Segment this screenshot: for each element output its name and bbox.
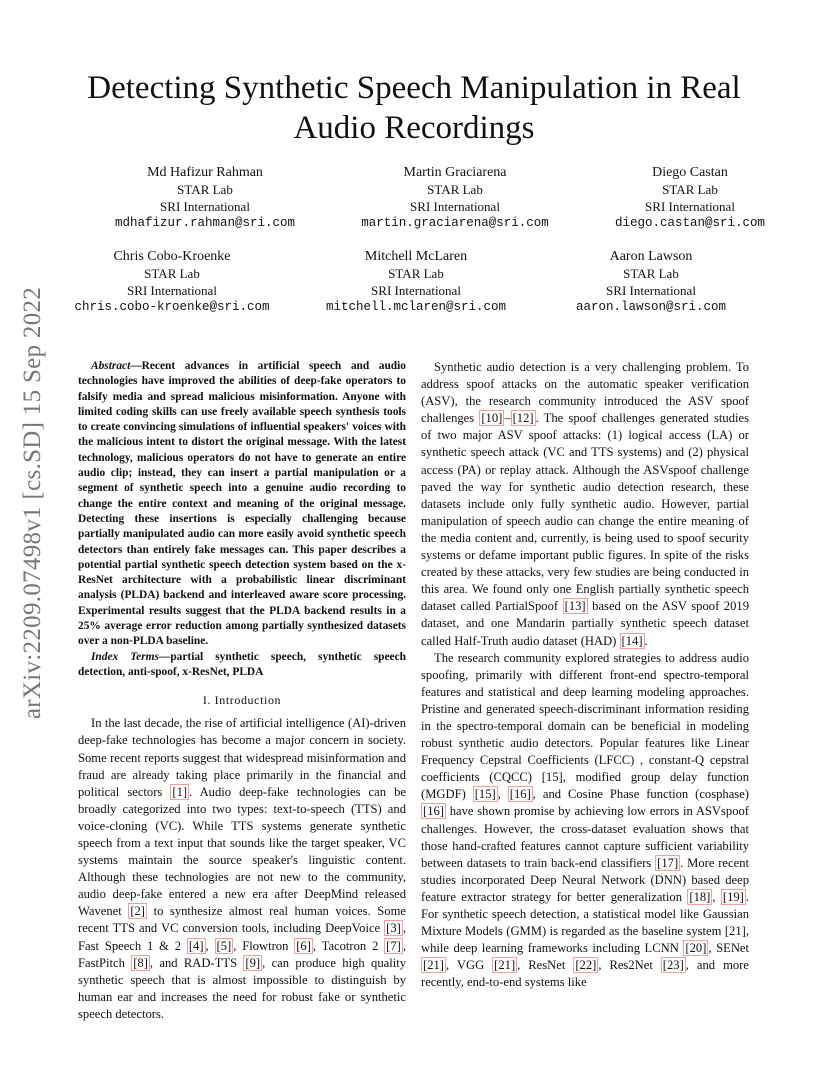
paragraph-text: In the last decade, the rise of artificial intelligence (AI)-driven deep-fake technologies has become a major concern in society. Some recent reports suggest that widespread misinformation and fraud are already taking place primarily in the financial and political sectors [78, 716, 406, 799]
author-email[interactable]: mitchell.mclaren@sri.com [325, 300, 507, 314]
author-email[interactable]: mdhafizur.rahman@sri.com [114, 216, 296, 230]
citation-link[interactable]: [16] [509, 787, 531, 802]
paragraph [421, 650, 749, 992]
citation-link[interactable]: [6] [296, 938, 311, 953]
paragraph-text: . The spoof challenges generated studies of two major ASV spoof attacks: (1) logical access (LA) or synthetic speech attack (VC and TTS systems) and (2) physical access (PA) or replay attack. Although the ASVspoof challenge paved the way for synthetic audio detection research, these datasets include only fully synthetic audio. However, partial manipulation of speech audio can change the entire meaning of the media content and, currently, is being used to spoof security systems or defame important public figures. In spite of the risks created by these attacks, very few studies are being conducted in this area. We found only one English partially synthetic speech dataset called PartialSpoof [421, 411, 749, 614]
author-org: SRI International [127, 283, 217, 298]
author-lab: STAR Lab [177, 182, 233, 197]
author-block [95, 164, 315, 232]
paragraph-text: . Audio deep-fake technologies can be broadly categorized into two types: text-to-speech (TTS) and voice-cloning (VC). While TTS systems generate synthetic speech from a text input that sounds like the target speaker, VC systems maintain the source speaker's linguistic content. Although these technologies are not new to the community, audio deep-fake entered a new era after DeepMind released Wavenet [78, 784, 406, 919]
citation-link[interactable]: [2] [130, 904, 145, 919]
index-terms-text: —partial synthetic speech, synthetic speech detection, anti-spoof, x-ResNet, PLDA [78, 650, 406, 678]
citation-link[interactable]: [21] [494, 958, 516, 973]
author-email[interactable]: martin.graciarena@sri.com [361, 216, 549, 230]
paragraph-text: . [644, 633, 648, 648]
paragraph-text: based on the ASV spoof 2019 dataset, and one Mandarin partially synthetic speech dataset called Half-Truth audio dataset (HAD) [421, 599, 749, 648]
citation-link[interactable]: [10] [481, 411, 503, 426]
paragraph-text: Synthetic audio detection is a very challenging problem. To address spoof attacks on the automatic speaker verification (ASV), the research community introduced the ASV spoof challenges [421, 360, 749, 426]
citation-link[interactable]: [1] [172, 784, 188, 799]
paragraph-text: , [497, 787, 508, 802]
paragraph-text: have shown promise by achieving low errors in ASVspoof challenges. However, the cross-dataset evaluation shows that those hand-crafted features cannot capture sufficient variability between datasets to train back-end classifiers [421, 804, 749, 870]
abstract-label: Abstract [91, 360, 131, 372]
paragraph-text: , and more recently, end-to-end systems like [421, 958, 749, 990]
author-org: SRI International [160, 199, 250, 214]
arxiv-identifier-text: arXiv:2209.07498v1 [cs.SD] 15 Sep 2022 [19, 286, 46, 720]
citation-link[interactable]: [16] [423, 804, 444, 819]
author-lab: STAR Lab [388, 266, 444, 281]
paragraph-text: to synthesize almost real human voices. Some recent TTS and VC conversion tools, including DeepVoice [78, 904, 406, 936]
author-name: Chris Cobo-Kroenke [113, 249, 231, 264]
author-email[interactable]: diego.castan@sri.com [614, 216, 766, 230]
paragraph-text: – [504, 411, 511, 426]
citation-link[interactable]: [21] [423, 958, 444, 973]
paper-title [60, 68, 768, 148]
author-email[interactable]: chris.cobo-kroenke@sri.com [74, 300, 270, 314]
citation-link[interactable]: [12] [512, 411, 534, 426]
author-name: Md Hafizur Rahman [147, 165, 263, 180]
citation-link[interactable]: [7] [386, 938, 401, 953]
paragraph-text: , can produce high quality synthetic speech that is almost impossible to distinguish by human ear and increases the need for robust fake or synthetic speech detectors. [78, 955, 406, 1021]
citation-link[interactable]: [5] [216, 938, 232, 953]
index-terms-label: Index Terms [91, 650, 159, 663]
citation-link[interactable]: [4] [188, 938, 204, 953]
author-lab: STAR Lab [427, 182, 483, 197]
author-block [590, 164, 790, 232]
citation-link[interactable]: [20] [685, 941, 707, 956]
paragraph-text: , SENet [708, 941, 750, 956]
paragraph-text: , and Cosine Phase function (cosphase) [532, 787, 749, 802]
author-lab: STAR Lab [623, 266, 679, 281]
citation-link[interactable]: [15] [474, 787, 496, 802]
citation-link[interactable]: [9] [245, 955, 261, 970]
author-lab: STAR Lab [144, 266, 200, 281]
left-column [78, 359, 406, 1023]
citation-link[interactable]: [13] [564, 599, 586, 614]
author-block [300, 248, 532, 316]
arxiv-identifier [13, 288, 53, 718]
paragraph-text: , Res2Net [598, 958, 661, 973]
section-heading: I. Introduction [202, 693, 282, 708]
author-org: SRI International [645, 199, 735, 214]
author-org: SRI International [371, 283, 461, 298]
paper-title-line-1: Detecting Synthetic Speech Manipulation in Real [87, 70, 741, 106]
author-block [545, 248, 757, 316]
author-block [330, 164, 580, 232]
author-email[interactable]: aaron.lawson@sri.com [575, 300, 727, 314]
paragraph-text: , ResNet [517, 958, 574, 973]
citation-link[interactable]: [3] [386, 921, 401, 936]
author-org: SRI International [410, 199, 500, 214]
paragraph-text: , Tacotron 2 [312, 938, 385, 953]
author-org: SRI International [606, 283, 696, 298]
index-terms [78, 650, 406, 681]
paragraph-text: , [712, 889, 721, 904]
paragraph-text: , Flowtron [233, 938, 295, 953]
citation-link[interactable]: [23] [662, 958, 684, 973]
abstract [78, 359, 406, 650]
paragraph-text: , FastPitch [78, 938, 406, 970]
author-name: Mitchell McLaren [364, 249, 468, 264]
paragraph-text: . For synthetic speech detection, a statistical model like Gaussian Mixture Models (GMM) is regarded as the baseline system [21], while deep learning frameworks including LCNN [421, 889, 750, 956]
citation-link[interactable]: [18] [689, 889, 711, 904]
author-lab: STAR Lab [662, 182, 718, 197]
author-block [52, 248, 292, 316]
citation-link[interactable]: [8] [133, 955, 148, 970]
citation-link[interactable]: [14] [621, 633, 643, 648]
paragraph-text: , Fast Speech 1 & 2 [78, 921, 406, 953]
paper-title-line-2: Audio Recordings [293, 110, 535, 146]
paragraph-text: , [205, 938, 215, 953]
right-column [421, 359, 749, 991]
citation-link[interactable]: [22] [575, 958, 597, 973]
paragraph-text: . More recent studies incorporated Deep Neural Network (DNN) based deep feature extractor strategy for better generalization [421, 855, 749, 904]
author-name: Martin Graciarena [403, 165, 507, 180]
paragraph-text: , and RAD-TTS [149, 955, 244, 970]
author-name: Diego Castan [652, 165, 728, 180]
abstract-text: —Recent advances in artificial speech and audio technologies have improved the abilities of deep-fake operators to falsify media and spread malicious misinformation. Anyone with limited coding skills can use freely available speech synthesis tools to create convincing simulations of influential speakers' voices with the malicious intent to distort the original message. With the latest technology, malicious operators do not have to generate an entire audio clip; instead, they can insert a partial manipulation or a segment of synthetic speech into a genuine audio recording to change the entire context and meaning of the original message. Detecting these insertions is especially challenging because partially manipulated audio can more easily avoid synthetic speech detectors than entirely fake messages can. This paper describes a potential partial synthetic speech detection system based on the x-ResNet architecture with a probabilistic linear discriminant analysis (PLDA) backend and interleaved aware score processing. Experimental results suggest that the PLDA backend results in a 25% average error reduction among partially synthesized datasets over a non-PLDA baseline. [78, 360, 406, 648]
author-name: Aaron Lawson [609, 249, 693, 264]
paragraph [78, 715, 406, 1023]
paragraph-text: , VGG [445, 958, 493, 973]
citation-link[interactable]: [19] [722, 889, 744, 904]
paragraph-text: The research community explored strategies to address audio spoofing, primarily with different front-end spectro-temporal features and statistical and deep learning modeling approaches. Pristine and generated speech-discriminant information residing in the spectro-temporal domain can be beneficial in modeling robust synthetic audio detectors. Popular features like Linear Frequency Cepstral Coefficients (LFCC) , constant-Q cepstral coefficients (CQCC) [15], modified group delay function (MGDF) [421, 650, 749, 802]
paragraph [421, 359, 749, 650]
citation-link[interactable]: [17] [657, 855, 679, 870]
